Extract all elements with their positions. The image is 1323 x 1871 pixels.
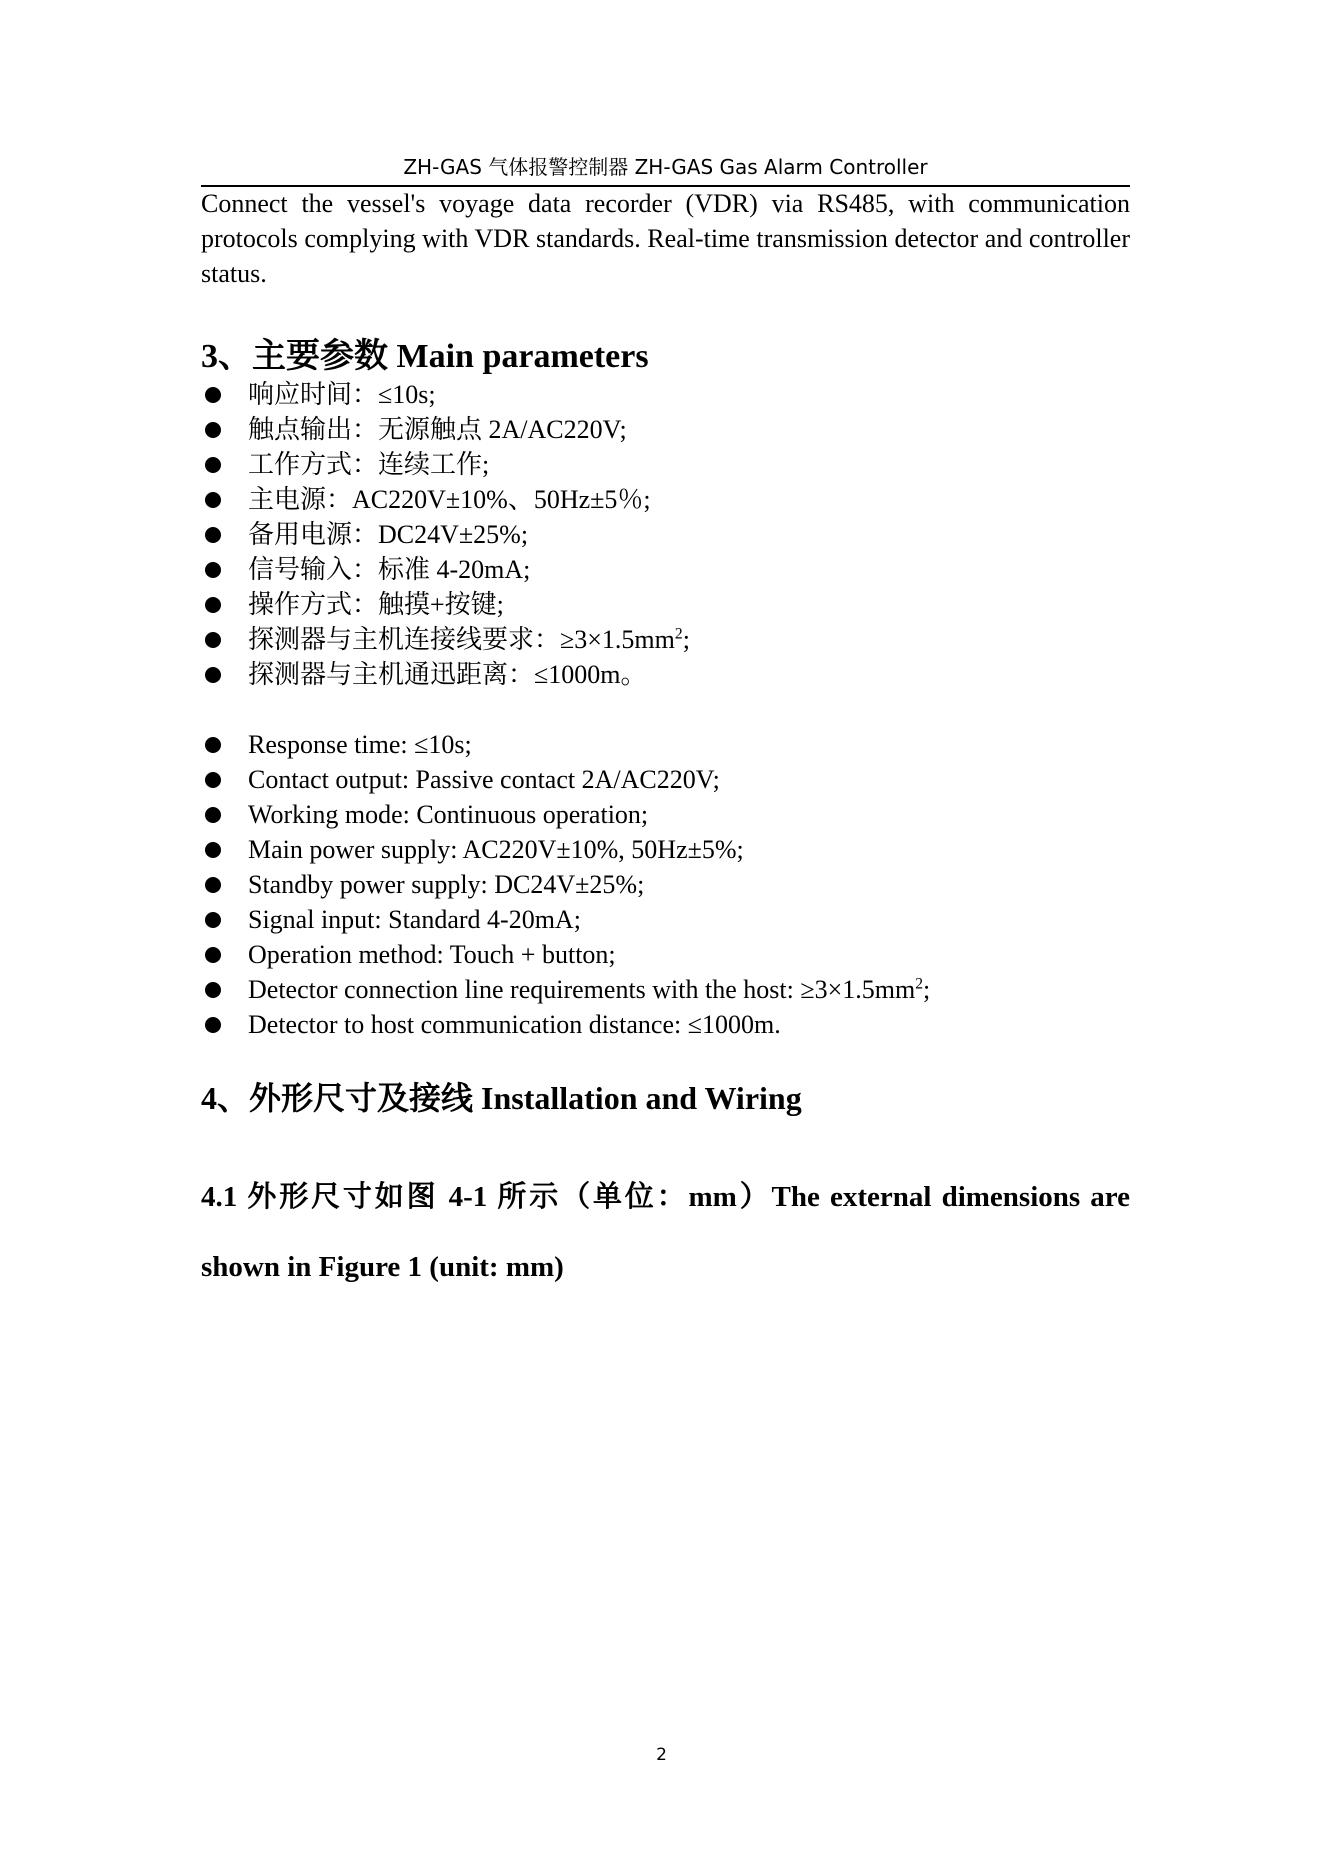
bullet-icon: [205, 912, 221, 928]
bullet-icon: [205, 947, 221, 963]
bullet-icon: [205, 737, 221, 753]
section-3-heading: 3、主要参数 Main parameters: [201, 338, 649, 375]
intro-paragraph: Connect the vessel's voyage data recorder (VDR) via RS485, with communication protocols complying with VDR standards. Real-time transmission detector and controller status.: [201, 189, 1130, 288]
bullet-icon: [205, 457, 221, 473]
page-header: ZH-GAS 气体报警控制器 ZH-GAS Gas Alarm Controller: [201, 155, 1130, 187]
list-item: Standby power supply: DC24V±25%;: [201, 867, 1130, 902]
list-item: Main power supply: AC220V±10%, 50Hz±5%;: [201, 832, 1130, 867]
bullet-icon: [205, 667, 221, 683]
list-item: 工作方式：连续工作;: [201, 447, 1130, 482]
bullet-icon: [205, 632, 221, 648]
list-item: 信号输入：标准 4-20mA;: [201, 552, 1130, 587]
bullet-icon: [205, 492, 221, 508]
bullet-icon: [205, 877, 221, 893]
list-item: 主电源：AC220V±10%、50Hz±5％;: [201, 482, 1130, 517]
bullet-icon: [205, 562, 221, 578]
list-item: Working mode: Continuous operation;: [201, 797, 1130, 832]
bullet-icon: [205, 982, 221, 998]
list-item: 操作方式：触摸+按键;: [201, 587, 1130, 622]
bullet-icon: [205, 387, 221, 403]
list-item: Detector to host communication distance: ≤1000m.: [201, 1007, 1130, 1042]
bullet-icon: [205, 1017, 221, 1033]
list-item: Detector connection line requirements with the host: $\ge 3\times 1.5mm^2$;: [201, 972, 1130, 1007]
section-4-1-heading: 4.1 外形尺寸如图 4-1 所示（单位：mm）The external dimensions are shown in Figure 1 (unit: mm): [201, 1181, 1130, 1283]
list-item: Signal input: Standard 4-20mA;: [201, 902, 1130, 937]
list-item: Operation method: Touch + button;: [201, 937, 1130, 972]
bullet-icon: [205, 772, 221, 788]
chinese-parameter-list: [201, 377, 1130, 692]
bullet-icon: [205, 807, 221, 823]
bullet-icon: [205, 597, 221, 613]
bullet-icon: [205, 842, 221, 858]
list-item: 触点输出：无源触点 2A/AC220V;: [201, 412, 1130, 447]
list-item: 备用电源：DC24V±25%;: [201, 517, 1130, 552]
list-item: 探测器与主机连接线要求：$\ge 3\times 1.5mm^2$;: [201, 622, 1130, 657]
bullet-icon: [205, 527, 221, 543]
list-item: 探测器与主机通迅距离：≤1000m。: [201, 657, 1130, 692]
list-item: 响应时间：≤10s;: [201, 377, 1130, 412]
bullet-icon: [205, 422, 221, 438]
list-item: Contact output: Passive contact 2A/AC220V;: [201, 762, 1130, 797]
english-parameter-list: [201, 727, 1130, 1042]
page-number: 2: [656, 1745, 667, 1765]
list-item: Response time: ≤10s;: [201, 727, 1130, 762]
section-4-heading: 4、外形尺寸及接线 Installation and Wiring: [201, 1080, 802, 1116]
